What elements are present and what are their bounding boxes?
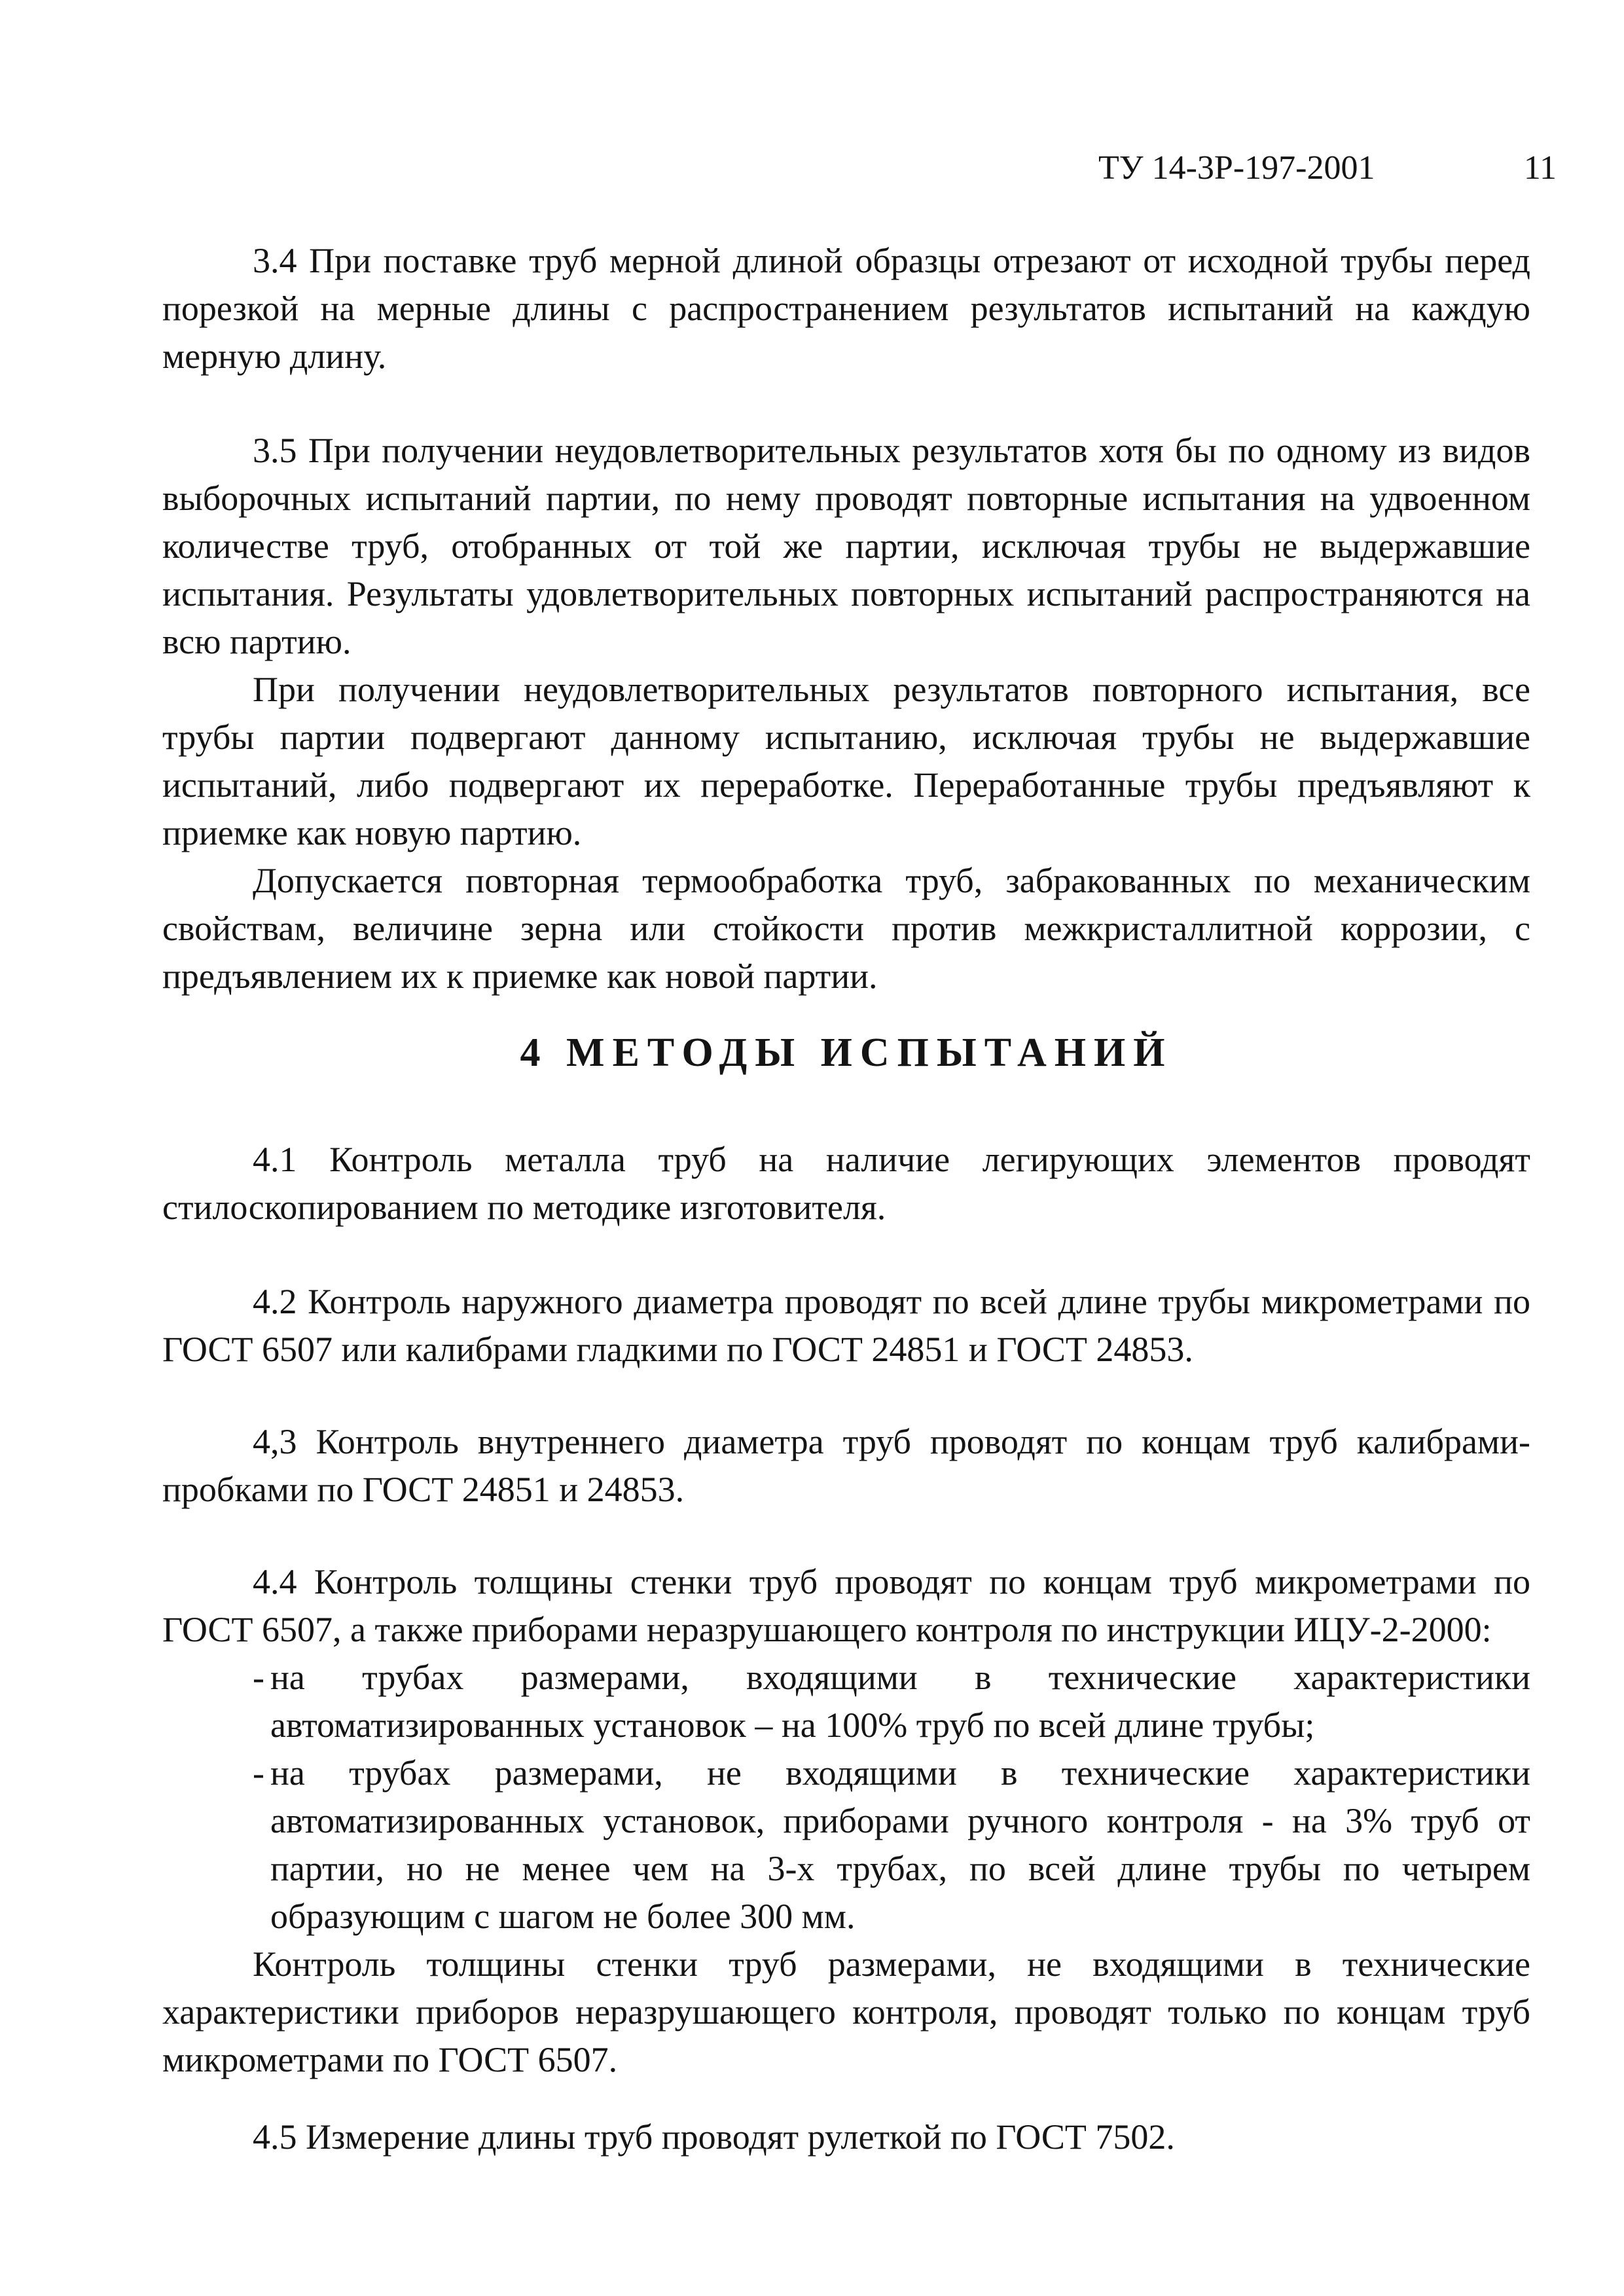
clause-4-2 bbox=[162, 1278, 1530, 1374]
paragraph-4-5: 4.5 Измерение длины труб проводят рулеткой по ГОСТ 7502. bbox=[253, 2117, 1175, 2157]
clause-4-3 bbox=[162, 1418, 1530, 1514]
page-number: 11 bbox=[1523, 149, 1557, 187]
paragraph-3-4: 3.4 При поставке труб мерной длиной образцы отрезают от исходной трубы перед порезкой на мерные длины с распространением результатов испытаний на каждую мерную длину. bbox=[162, 241, 1530, 376]
clause-4-1 bbox=[162, 1136, 1530, 1231]
paragraph-4-4: 4.4 Контроль толщины стенки труб проводят по концам труб микрометрами по ГОСТ 6507, а также приборами неразрушающего контроля по инструкции ИЦУ-2-2000: bbox=[162, 1562, 1530, 1649]
list-dash: - bbox=[253, 1753, 264, 1793]
list-item-text: на трубах размерами, не входящими в технические характеристики автоматизированных установок, приборами ручного контроля - на 3% труб от партии, но не менее чем на 3-х трубах, по всей длине трубы по четырем образующим с шагом не более 300 мм. bbox=[270, 1753, 1530, 1936]
list-item bbox=[162, 1654, 1530, 1749]
clause-3-4 bbox=[162, 237, 1530, 380]
paragraph-4-3: 4,3 Контроль внутреннего диаметра труб проводят по концам труб калибрами-пробками по ГОСТ 24851 и 24853. bbox=[162, 1422, 1530, 1509]
clause-4-4 bbox=[162, 1558, 1530, 2084]
paragraph-3-5: 3.5 При получении неудовлетворительных результатов хотя бы по одному из видов выборочных испытаний партии, по нему проводят повторные испытания на удвоенном количестве труб, отобранных от той же партии, исключая трубы не выдержавшие испытания. Результаты удовлетворительных повторных испытаний распространяются на всю партию. bbox=[162, 431, 1530, 661]
paragraph-4-1: 4.1 Контроль металла труб на наличие легирующих элементов проводят стилоскопированием по методике изготовителя. bbox=[162, 1140, 1530, 1227]
page-header bbox=[1098, 145, 1557, 191]
list-item bbox=[162, 1749, 1530, 1941]
thickness-control-list bbox=[162, 1654, 1530, 1941]
paragraph-4-2: 4.2 Контроль наружного диаметра проводят по всей длине трубы микрометрами по ГОСТ 6507 или калибрами гладкими по ГОСТ 24851 и ГОСТ 24853. bbox=[162, 1282, 1530, 1369]
paragraph-4-4-micrometer: Контроль толщины стенки труб размерами, не входящими в технические характеристики приборов неразрушающего контроля, проводят только по концам труб микрометрами по ГОСТ 6507. bbox=[162, 1944, 1530, 2079]
document-code: ТУ 14-3Р-197-2001 bbox=[1098, 149, 1375, 187]
section-title: 4 МЕТОДЫ ИСПЫТАНИЙ bbox=[520, 1030, 1173, 1075]
list-dash: - bbox=[253, 1658, 264, 1697]
paragraph-3-5-reheat: Допускается повторная термообработка труб, забракованных по механическим свойствам, величине зерна или стойкости против межкристаллитной коррозии, с предъявлением их к приемке как новой партии. bbox=[162, 861, 1530, 996]
list-item-text: на трубах размерами, входящими в технические характеристики автоматизированных установок – на 100% труб по всей длине трубы; bbox=[270, 1658, 1530, 1745]
clause-4-5 bbox=[162, 2113, 1530, 2161]
clause-3-5 bbox=[162, 427, 1530, 1000]
paragraph-3-5-repeat-failure: При получении неудовлетворительных результатов повторного испытания, все трубы партии подвергают данному испытанию, исключая трубы не выдержавшие испытаний, либо подвергают их переработке. Переработанные трубы предъявляют к приемке как новую партию. bbox=[162, 670, 1530, 852]
